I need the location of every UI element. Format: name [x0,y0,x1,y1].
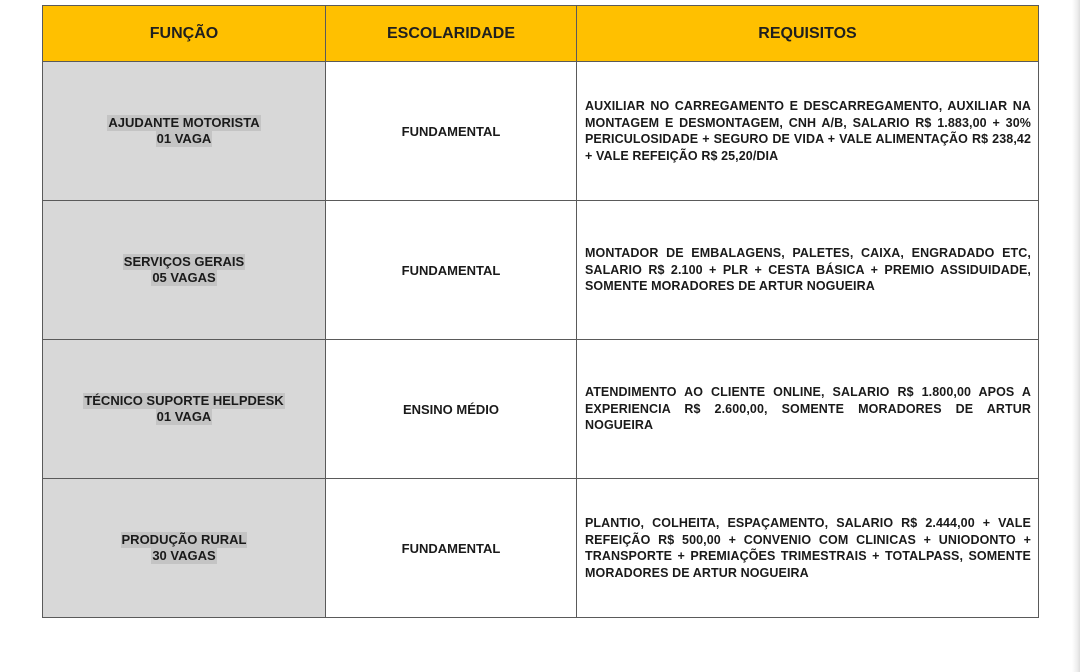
table-row [43,340,1039,479]
requirements-text: MONTADOR DE EMBALAGENS, PALETES, CAIXA, ENGRADADO ETC, SALARIO R$ 2.100 + PLR + CESTA BÁSICA + PREMIO ASSIDUIDADE, SOMENTE MORADORES DE ARTUR NOGUEIRA [585,246,1031,294]
page-edge-shadow [1072,0,1080,672]
table-row [43,201,1039,340]
table-header-row [43,6,1039,62]
education-cell: FUNDAMENTAL [326,201,577,340]
vacancy-count: 30 VAGAS [152,548,216,563]
requirements-text: AUXILIAR NO CARREGAMENTO E DESCARREGAMENTO, AUXILIAR NA MONTAGEM E DESMONTAGEM, CNH A/B, SALARIO R$ 1.883,00 + 30% PERICULOSIDADE + SEGURO DE VIDA + VALE ALIMENTAÇÃO R$ 238,42 + VALE REFEIÇÃO R$ 25,20/DIA [585,99,1031,163]
function-name: PRODUÇÃO RURAL [121,532,247,547]
education-cell: ENSINO MÉDIO [326,340,577,479]
header-education: ESCOLARIDADE [326,6,577,62]
education-cell: FUNDAMENTAL [326,62,577,201]
requirements-cell [577,340,1039,479]
requirements-cell [577,479,1039,618]
requirements-cell [577,62,1039,201]
function-name: TÉCNICO SUPORTE HELPDESK [84,393,284,408]
vacancy-count: 05 VAGAS [152,270,216,285]
job-vacancies-table [42,5,1039,618]
vacancy-count: 01 VAGA [156,409,212,424]
function-cell [43,479,326,618]
requirements-cell [577,201,1039,340]
header-requirements: REQUISITOS [577,6,1039,62]
function-cell [43,62,326,201]
function-name: SERVIÇOS GERAIS [123,254,245,269]
requirements-text: ATENDIMENTO AO CLIENTE ONLINE, SALARIO R$ 1.800,00 APOS A EXPERIENCIA R$ 2.600,00, SOMENTE MORADORES DE ARTUR NOGUEIRA [585,385,1031,433]
table-row [43,479,1039,618]
education-cell: FUNDAMENTAL [326,479,577,618]
function-cell [43,340,326,479]
vacancy-count: 01 VAGA [156,131,212,146]
table-row [43,62,1039,201]
header-function: FUNÇÃO [43,6,326,62]
function-cell [43,201,326,340]
requirements-text: PLANTIO, COLHEITA, ESPAÇAMENTO, SALARIO R$ 2.444,00 + VALE REFEIÇÃO R$ 500,00 + CONVENIO COM CLINICAS + UNIODONTO + TRANSPORTE + PREMIAÇÕES TRIMESTRAIS + TOTALPASS, SOMENTE MORADORES DE ARTUR NOGUEIRA [585,516,1031,580]
function-name: AJUDANTE MOTORISTA [108,115,260,130]
